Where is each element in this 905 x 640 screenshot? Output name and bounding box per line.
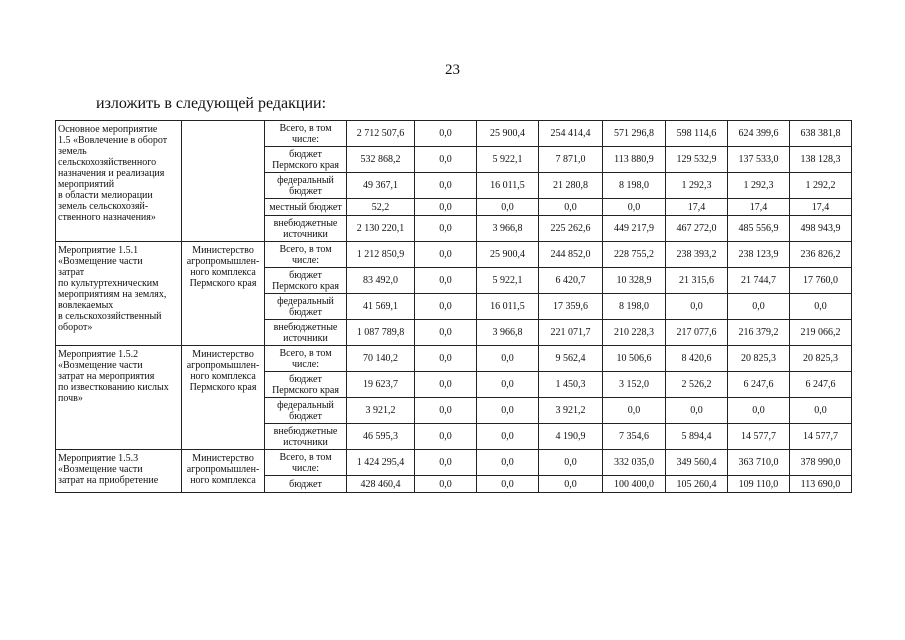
value-cell: 0,0 xyxy=(666,398,728,424)
table-edge xyxy=(852,294,853,320)
value-cell: 17 760,0 xyxy=(790,268,852,294)
value-cell: 6 247,6 xyxy=(790,372,852,398)
value-cell: 0,0 xyxy=(477,346,539,372)
value-cell: 16 011,5 xyxy=(477,173,539,199)
table-edge xyxy=(852,476,853,493)
page-number: 23 xyxy=(445,62,460,78)
value-cell: 70 140,2 xyxy=(347,346,415,372)
value-cell: 17,4 xyxy=(790,199,852,216)
value-cell: 5 894,4 xyxy=(666,424,728,450)
value-cell: 0,0 xyxy=(415,147,477,173)
value-cell: 25 900,4 xyxy=(477,121,539,147)
value-cell: 138 128,3 xyxy=(790,147,852,173)
value-cell: 332 035,0 xyxy=(603,450,666,476)
table-edge xyxy=(852,242,853,268)
table-row xyxy=(56,242,853,268)
funding-source-cell: местный бюджет xyxy=(265,199,347,216)
value-cell: 17 359,6 xyxy=(539,294,603,320)
measure-name-cell: Мероприятие 1.5.3 «Возмещение части затрат на приобретение xyxy=(56,450,182,493)
value-cell: 0,0 xyxy=(728,294,790,320)
value-cell: 0,0 xyxy=(477,199,539,216)
intro-text: изложить в следующей редакции: xyxy=(96,95,327,112)
value-cell: 2 130 220,1 xyxy=(347,216,415,242)
value-cell: 7 354,6 xyxy=(603,424,666,450)
value-cell: 532 868,2 xyxy=(347,147,415,173)
funding-source-cell: внебюджетные источники xyxy=(265,424,347,450)
value-cell: 0,0 xyxy=(477,476,539,493)
value-cell: 498 943,9 xyxy=(790,216,852,242)
value-cell: 217 077,6 xyxy=(666,320,728,346)
value-cell: 113 690,0 xyxy=(790,476,852,493)
value-cell: 10 328,9 xyxy=(603,268,666,294)
value-cell: 1 450,3 xyxy=(539,372,603,398)
value-cell: 21 744,7 xyxy=(728,268,790,294)
value-cell: 25 900,4 xyxy=(477,242,539,268)
value-cell: 20 825,3 xyxy=(728,346,790,372)
table-row xyxy=(56,121,853,147)
value-cell: 0,0 xyxy=(415,242,477,268)
value-cell: 137 533,0 xyxy=(728,147,790,173)
funding-source-cell: внебюджетные источники xyxy=(265,216,347,242)
value-cell: 10 506,6 xyxy=(603,346,666,372)
funding-source-cell: бюджет Пермского края xyxy=(265,268,347,294)
table-edge xyxy=(852,121,853,147)
value-cell: 1 292,2 xyxy=(790,173,852,199)
value-cell: 19 623,7 xyxy=(347,372,415,398)
value-cell: 14 577,7 xyxy=(728,424,790,450)
value-cell: 1 212 850,9 xyxy=(347,242,415,268)
funding-source-cell: бюджет Пермского края xyxy=(265,372,347,398)
value-cell: 46 595,3 xyxy=(347,424,415,450)
value-cell: 0,0 xyxy=(415,476,477,493)
table-edge xyxy=(852,398,853,424)
funding-source-cell: федеральный бюджет xyxy=(265,398,347,424)
measures-table xyxy=(55,120,853,493)
value-cell: 113 880,9 xyxy=(603,147,666,173)
table-edge xyxy=(852,372,853,398)
value-cell: 0,0 xyxy=(603,398,666,424)
value-cell: 3 921,2 xyxy=(539,398,603,424)
funding-source-cell: Всего, в том числе: xyxy=(265,121,347,147)
value-cell: 467 272,0 xyxy=(666,216,728,242)
value-cell: 49 367,1 xyxy=(347,173,415,199)
funding-source-cell: Всего, в том числе: xyxy=(265,346,347,372)
value-cell: 449 217,9 xyxy=(603,216,666,242)
funding-source-cell: Всего, в том числе: xyxy=(265,450,347,476)
table-edge xyxy=(852,424,853,450)
value-cell: 17,4 xyxy=(728,199,790,216)
measure-name-cell: Мероприятие 1.5.2 «Возмещение части затрат на мероприятия по известкованию кислых почв» xyxy=(56,346,182,450)
value-cell: 254 414,4 xyxy=(539,121,603,147)
value-cell: 83 492,0 xyxy=(347,268,415,294)
value-cell: 598 114,6 xyxy=(666,121,728,147)
value-cell: 1 087 789,8 xyxy=(347,320,415,346)
executor-cell: Министерство агропромышлен- ного комплекса xyxy=(182,450,265,493)
value-cell: 0,0 xyxy=(415,268,477,294)
table-edge xyxy=(852,173,853,199)
value-cell: 238 123,9 xyxy=(728,242,790,268)
measure-name-cell: Мероприятие 1.5.1 «Возмещение части затрат по культуртехническим мероприятиям на землях, вовлекаемых в сельскохозяйственный оборот» xyxy=(56,242,182,346)
value-cell: 210 228,3 xyxy=(603,320,666,346)
table-edge xyxy=(852,147,853,173)
value-cell: 0,0 xyxy=(477,450,539,476)
value-cell: 109 110,0 xyxy=(728,476,790,493)
value-cell: 0,0 xyxy=(477,372,539,398)
value-cell: 3 966,8 xyxy=(477,216,539,242)
value-cell: 8 198,0 xyxy=(603,173,666,199)
value-cell: 9 562,4 xyxy=(539,346,603,372)
table-edge xyxy=(852,216,853,242)
value-cell: 14 577,7 xyxy=(790,424,852,450)
value-cell: 624 399,6 xyxy=(728,121,790,147)
value-cell: 129 532,9 xyxy=(666,147,728,173)
value-cell: 0,0 xyxy=(415,199,477,216)
measure-name-cell: Основное мероприятие 1.5 «Вовлечение в оборот земель сельскохозяйственного назначения и реализация мероприятий в области мелиорации земель сельскохозяй- ственного назначения» xyxy=(56,121,182,242)
value-cell: 17,4 xyxy=(666,199,728,216)
value-cell: 0,0 xyxy=(728,398,790,424)
value-cell: 0,0 xyxy=(477,398,539,424)
value-cell: 1 424 295,4 xyxy=(347,450,415,476)
value-cell: 219 066,2 xyxy=(790,320,852,346)
value-cell: 0,0 xyxy=(415,424,477,450)
value-cell: 0,0 xyxy=(477,424,539,450)
value-cell: 0,0 xyxy=(415,320,477,346)
table-edge xyxy=(852,199,853,216)
funding-source-cell: бюджет xyxy=(265,476,347,493)
value-cell: 244 852,0 xyxy=(539,242,603,268)
table-edge xyxy=(852,320,853,346)
value-cell: 638 381,8 xyxy=(790,121,852,147)
value-cell: 1 292,3 xyxy=(666,173,728,199)
value-cell: 6 420,7 xyxy=(539,268,603,294)
funding-source-cell: федеральный бюджет xyxy=(265,173,347,199)
value-cell: 0,0 xyxy=(415,450,477,476)
value-cell: 105 260,4 xyxy=(666,476,728,493)
value-cell: 0,0 xyxy=(415,216,477,242)
value-cell: 3 152,0 xyxy=(603,372,666,398)
value-cell: 0,0 xyxy=(539,199,603,216)
value-cell: 0,0 xyxy=(415,121,477,147)
value-cell: 8 198,0 xyxy=(603,294,666,320)
value-cell: 0,0 xyxy=(603,199,666,216)
value-cell: 21 280,8 xyxy=(539,173,603,199)
value-cell: 221 071,7 xyxy=(539,320,603,346)
value-cell: 485 556,9 xyxy=(728,216,790,242)
table-edge xyxy=(852,346,853,372)
value-cell: 0,0 xyxy=(415,294,477,320)
funding-source-cell: бюджет Пермского края xyxy=(265,147,347,173)
value-cell: 3 921,2 xyxy=(347,398,415,424)
value-cell: 228 755,2 xyxy=(603,242,666,268)
value-cell: 0,0 xyxy=(790,398,852,424)
value-cell: 41 569,1 xyxy=(347,294,415,320)
table-body xyxy=(56,121,853,493)
value-cell: 2 526,2 xyxy=(666,372,728,398)
table-row xyxy=(56,450,853,476)
table-edge xyxy=(852,450,853,476)
value-cell: 0,0 xyxy=(666,294,728,320)
value-cell: 7 871,0 xyxy=(539,147,603,173)
value-cell: 100 400,0 xyxy=(603,476,666,493)
funding-source-cell: Всего, в том числе: xyxy=(265,242,347,268)
value-cell: 0,0 xyxy=(415,173,477,199)
value-cell: 428 460,4 xyxy=(347,476,415,493)
value-cell: 1 292,3 xyxy=(728,173,790,199)
value-cell: 8 420,6 xyxy=(666,346,728,372)
funding-source-cell: федеральный бюджет xyxy=(265,294,347,320)
value-cell: 20 825,3 xyxy=(790,346,852,372)
value-cell: 571 296,8 xyxy=(603,121,666,147)
value-cell: 5 922,1 xyxy=(477,268,539,294)
value-cell: 3 966,8 xyxy=(477,320,539,346)
value-cell: 52,2 xyxy=(347,199,415,216)
funding-source-cell: внебюджетные источники xyxy=(265,320,347,346)
value-cell: 225 262,6 xyxy=(539,216,603,242)
executor-cell: Министерство агропромышлен- ного комплекса Пермского края xyxy=(182,346,265,450)
value-cell: 21 315,6 xyxy=(666,268,728,294)
executor-cell: Министерство агропромышлен- ного комплекса Пермского края xyxy=(182,242,265,346)
value-cell: 349 560,4 xyxy=(666,450,728,476)
value-cell: 0,0 xyxy=(790,294,852,320)
table-edge xyxy=(852,268,853,294)
value-cell: 6 247,6 xyxy=(728,372,790,398)
value-cell: 2 712 507,6 xyxy=(347,121,415,147)
value-cell: 16 011,5 xyxy=(477,294,539,320)
value-cell: 236 826,2 xyxy=(790,242,852,268)
value-cell: 0,0 xyxy=(415,398,477,424)
value-cell: 0,0 xyxy=(539,450,603,476)
value-cell: 0,0 xyxy=(539,476,603,493)
value-cell: 4 190,9 xyxy=(539,424,603,450)
executor-cell xyxy=(182,121,265,242)
table-row xyxy=(56,346,853,372)
value-cell: 216 379,2 xyxy=(728,320,790,346)
value-cell: 5 922,1 xyxy=(477,147,539,173)
value-cell: 238 393,2 xyxy=(666,242,728,268)
value-cell: 0,0 xyxy=(415,372,477,398)
value-cell: 378 990,0 xyxy=(790,450,852,476)
value-cell: 0,0 xyxy=(415,346,477,372)
value-cell: 363 710,0 xyxy=(728,450,790,476)
